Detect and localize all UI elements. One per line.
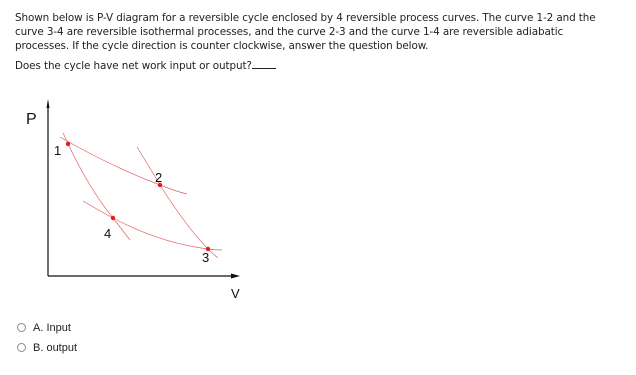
option-b[interactable] [17,339,77,356]
question-prompt-text: Does the cycle have net work input or output? [15,59,252,72]
p-axis-label: P [26,111,37,128]
option-a-label: A. Input [33,321,71,334]
curve-2-3-adiabatic [137,147,218,258]
state-point-1 [66,142,70,146]
curve-1-2-extension [160,185,187,194]
state-point-4 [111,216,115,220]
answer-options [17,319,77,359]
curve-1-4-adiabatic [63,133,130,240]
point-label-2: 2 [155,170,163,185]
option-b-radio[interactable] [17,343,26,352]
x-axis-arrow-icon [231,274,240,279]
option-b-label: B. output [33,341,78,354]
point-label-3: 3 [202,250,210,265]
question-paragraph: Shown below is P-V diagram for a reversible cycle enclosed by 4 reversible process curves. The curve 1-2 and the curve 3-4 are reversible isothermal processes, and the curve 2-3 and the curve 1-4 are reversible adiabatic processes. If the cycle direction is counter clockwise, answer the question below. [15,12,596,53]
v-axis-label: V [231,286,240,301]
option-a-radio[interactable] [17,323,26,332]
option-a[interactable] [17,319,77,336]
point-label-1: 1 [54,143,62,158]
y-axis-arrow-icon [47,99,50,108]
point-label-4: 4 [104,226,112,241]
curve-1-2-isothermal [60,137,163,185]
